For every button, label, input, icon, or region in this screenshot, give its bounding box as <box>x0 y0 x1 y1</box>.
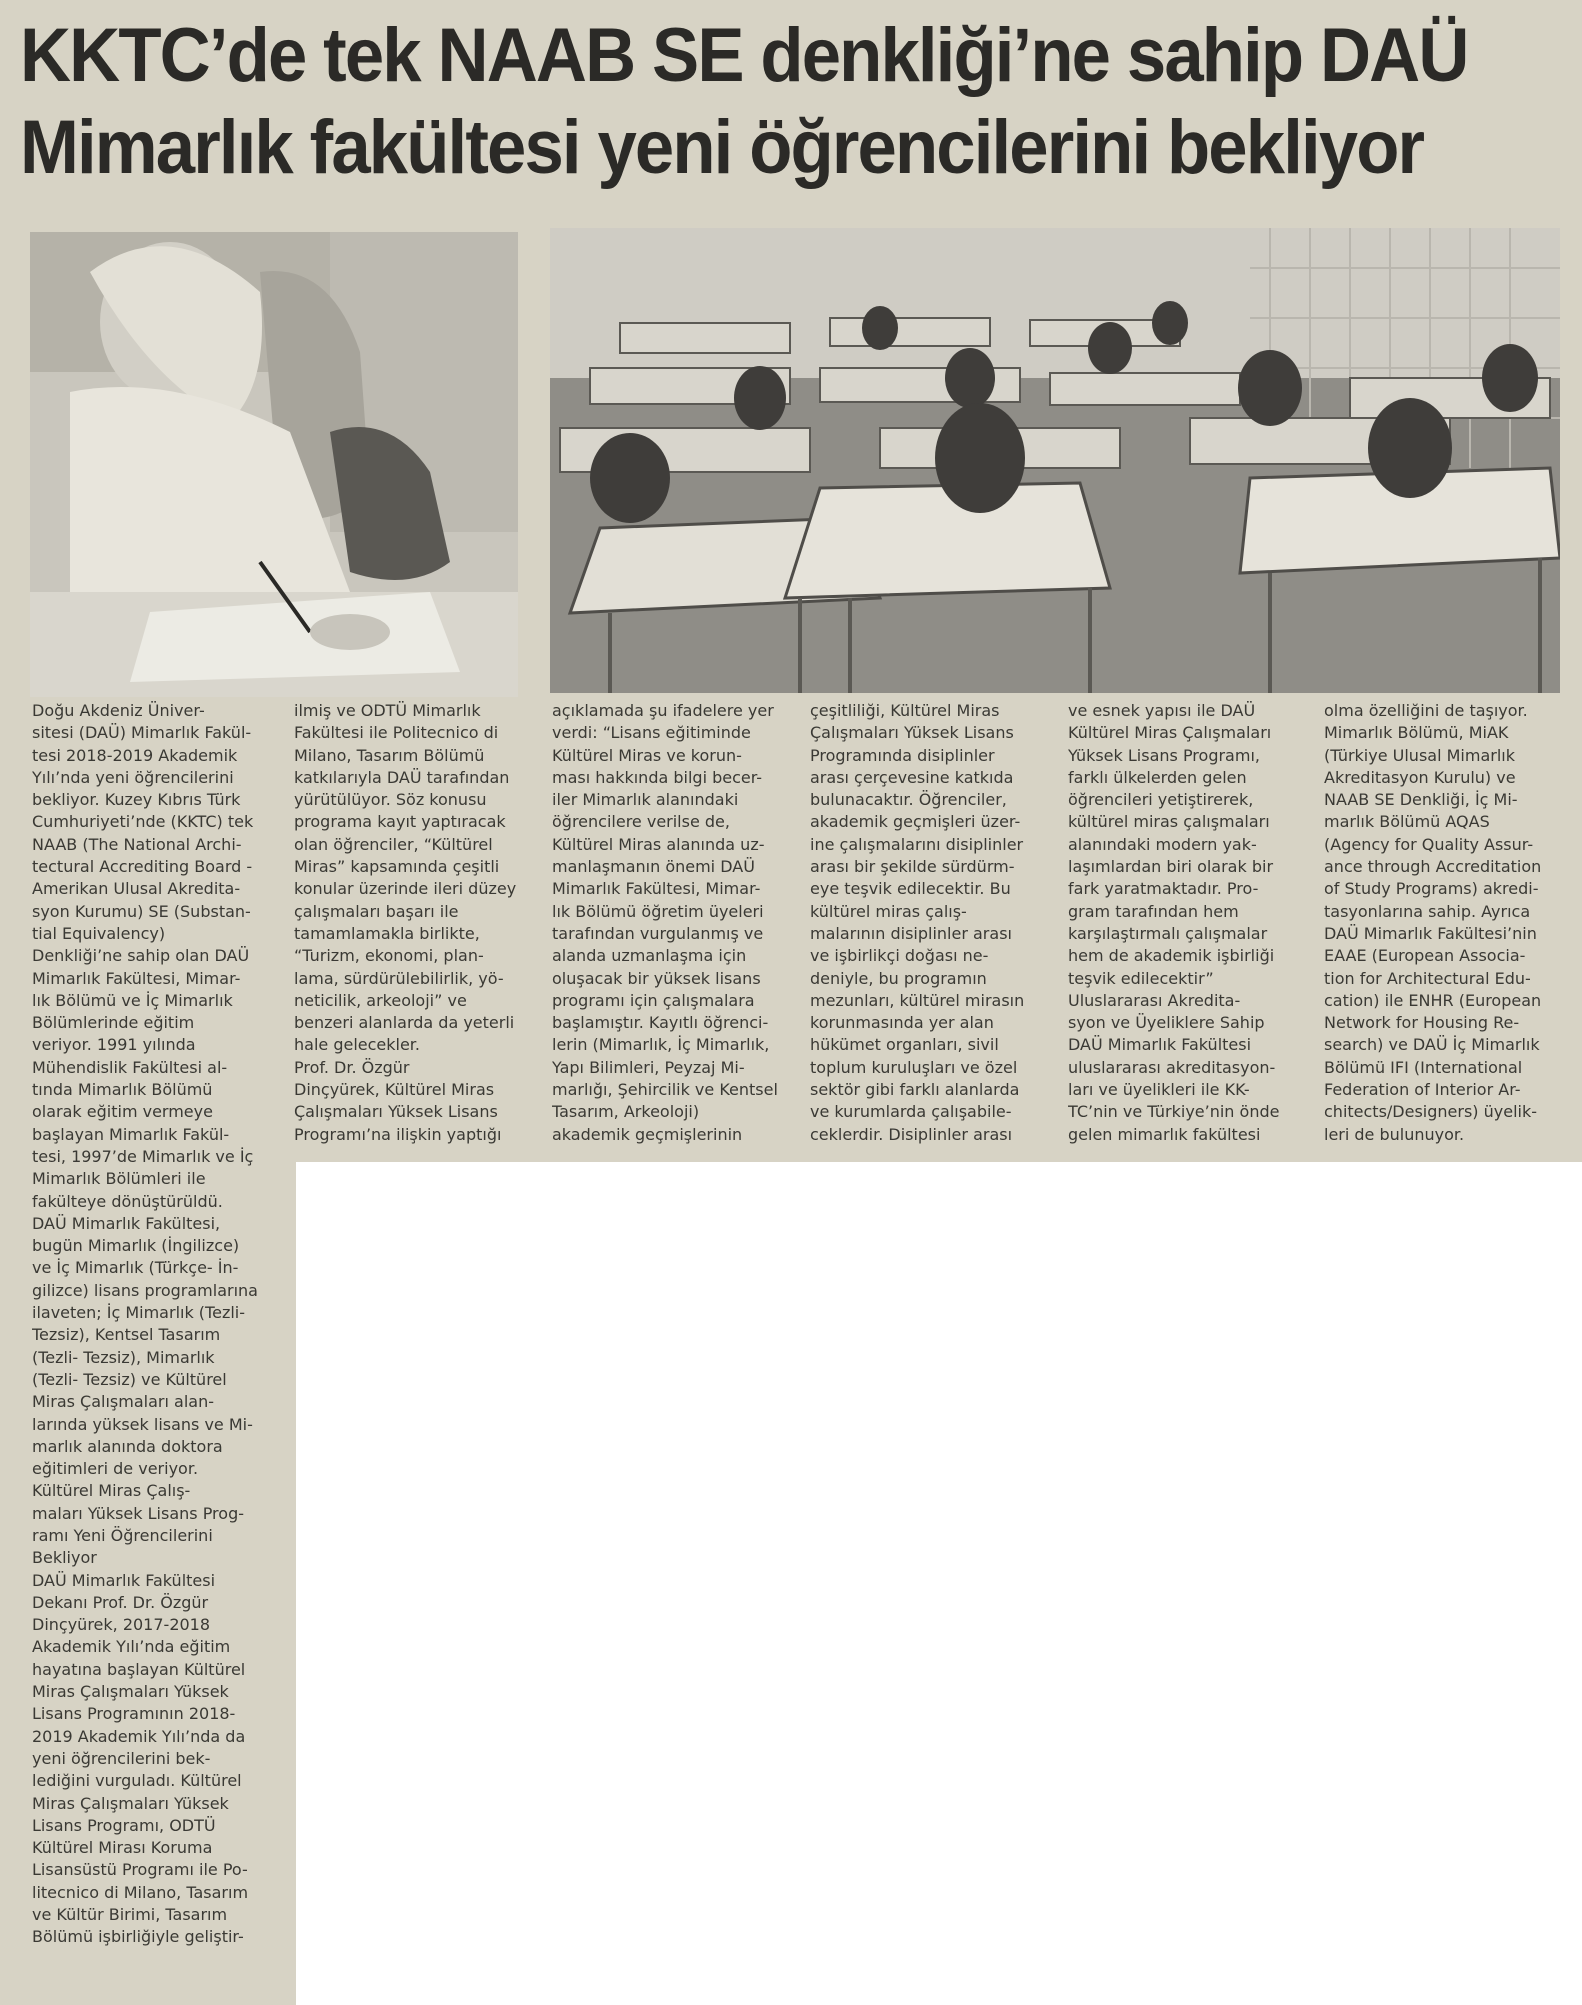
woman-drawing-image <box>30 232 518 697</box>
woman-drawing-photo <box>30 232 518 697</box>
article-column-4: çeşitliliği, Kültürel Miras Çalışmaları Yüksek Lisans Programında disiplinler arası çerçevesine katkıda bulunacaktır. Öğrenciler, akademik geçmişleri üzer- ine çalışmalarını disiplinler arası bir şekilde sürdürm- eye teşvik edilecektir. Bu kültürel miras çalış- malarının disiplinler arası ve işbirlikçi doğası ne- deniyle, bu programın mezunları, kültürel mirasın korunmasında yer alan hükümet organları, sivil toplum kuruluşları ve özel sektör gibi farklı alanlarda ve kurumlarda çalışabile- ceklerdir. Disiplinler arası <box>810 701 1025 1144</box>
headline-line-2: Mimarlık fakültesi yeni öğrencilerini bekliyor <box>20 105 1424 190</box>
article-headline <box>20 10 1468 194</box>
classroom-image <box>550 228 1560 693</box>
article-column-5: ve esnek yapısı ile DAÜ Kültürel Miras Çalışmaları Yüksek Lisans Programı, farklı ülkelerden gelen öğrencileri yetiştirerek, kültürel miras çalışmaları alanındaki modern yak- laşımlardan biri olarak bir fark yaratmaktadır. Pro- gram tarafından hem karşılaştırmalı çalışmalar hem de akademik işbirliği teşvik edilecektir” Uluslararası Akredita- syon ve Üyeliklere Sahip DAÜ Mimarlık Fakültesi uluslararası akreditasyon- ları ve üyelikleri ile KK- TC’nin ve Türkiye’nin önde gelen mimarlık fakültesi <box>1068 701 1280 1144</box>
article-column-2: ilmiş ve ODTÜ Mimarlık Fakültesi ile Politecnico di Milano, Tasarım Bölümü katkılarıyla DAÜ tarafından yürütülüyor. Söz konusu programa kayıt yaptıracak olan öğrenciler, “Kültürel Miras” kapsamında çeşitli konular üzerinde ileri düzey çalışmaları başarı ile tamamlamakla birlikte, “Turizm, ekonomi, plan- lama, sürdürülebilirlik, yö- neticilik, arkeoloji” ve benzeri alanlarda da yeterli hale gelecekler. Prof. Dr. Özgür Dinçyürek, Kültürel Miras Çalışmaları Yüksek Lisans Programı’na ilişkin yaptığı <box>294 701 517 1144</box>
article-column-3: açıklamada şu ifadelere yer verdi: “Lisans eğitiminde Kültürel Miras ve korun- ması hakkında bilgi becer- iler Mimarlık alanındaki öğrencilere verilse de, Kültürel Miras alanında uz- manlaşmanın önemi DAÜ Mimarlık Fakültesi, Mimar- lık Bölümü öğretim üyeleri tarafından vurgulanmış ve alanda uzmanlaşma için oluşacak bir yüksek lisans programı için çalışmalara başlamıştır. Kayıtlı öğrenci- lerin (Mimarlık, İç Mimarlık, Yapı Bilimleri, Peyzaj Mi- marlığı, Şehircilik ve Kentsel Tasarım, Arkeoloji) akademik geçmişlerinin <box>552 701 778 1144</box>
article-column-1: Doğu Akdeniz Üniver- sitesi (DAÜ) Mimarlık Fakül- tesi 2018-2019 Akademik Yılı’nda yeni öğrencilerini bekliyor. Kuzey Kıbrıs Türk Cumhuriyeti’nde (KKTC) tek NAAB (The National Archi- tectural Accrediting Board - Amerikan Ulusal Akredita- syon Kurumu) SE (Substan- tial Equivalency) Denkliği’ne sahip olan DAÜ Mimarlık Fakültesi, Mimar- lık Bölümü ve İç Mimarlık Bölümlerinde eğitim veriyor. 1991 yılında Mühendislik Fakültesi al- tında Mimarlık Bölümü olarak eğitim vermeye başlayan Mimarlık Fakül- tesi, 1997’de Mimarlık ve İç Mimarlık Bölümleri ile fakülteye dönüştürüldü. DAÜ Mimarlık Fakültesi, bugün Mimarlık (İngilizce) ve İç Mimarlık (Türkçe- İn- gilizce) lisans programlarına ilaveten; İç Mimarlık (Tezli- Tezsiz), Kentsel Tasarım (Tezli- Tezsiz), Mimarlık (Tezli- Tezsiz) ve Kültürel Miras Çalışmaları alan- larında yüksek lisans ve Mi- marlık alanında doktora eğitimleri de veriyor. Kültürel Miras Çalış- maları Yüksek Lisans Prog- ramı Yeni Öğrencilerini Bekliyor DAÜ Mimarlık Fakültesi Dekanı Prof. Dr. Özgür Dinçyürek, 2017-2018 Akademik Yılı’nda eğitim hayatına başlayan Kültürel Miras Çalışmaları Yüksek Lisans Programının 2018- 2019 Akademik Yılı’nda da yeni öğrencilerini bek- lediğini vurguladı. Kültürel Miras Çalışmaları Yüksek Lisans Programı, ODTÜ Kültürel Mirası Koruma Lisansüstü Programı ile Po- litecnico di Milano, Tasarım ve Kültür Birimi, Tasarım Bölümü işbirliğiyle geliştir- <box>32 701 258 1947</box>
headline-line-1: KKTC’de tek NAAB SE denkliği’ne sahip DAÜ <box>20 13 1468 98</box>
article-column-6: olma özelliğini de taşıyor. Mimarlık Bölümü, MiAK (Türkiye Ulusal Mimarlık Akreditasyon Kurulu) ve NAAB SE Denkliği, İç Mi- marlık Bölümü AQAS (Agency for Quality Assur- ance through Accreditation of Study Programs) akredi- tasyonlarına sahip. Ayrıca DAÜ Mimarlık Fakültesi’nin EAAE (European Associa- tion for Architectural Edu- cation) ile ENHR (European Network for Housing Re- search) ve DAÜ İç Mimarlık Bölümü IFI (International Federation of Interior Ar- chitects/Designers) üyelik- leri de bulunuyor. <box>1324 701 1542 1144</box>
students-drawing-classroom-photo <box>550 228 1560 693</box>
